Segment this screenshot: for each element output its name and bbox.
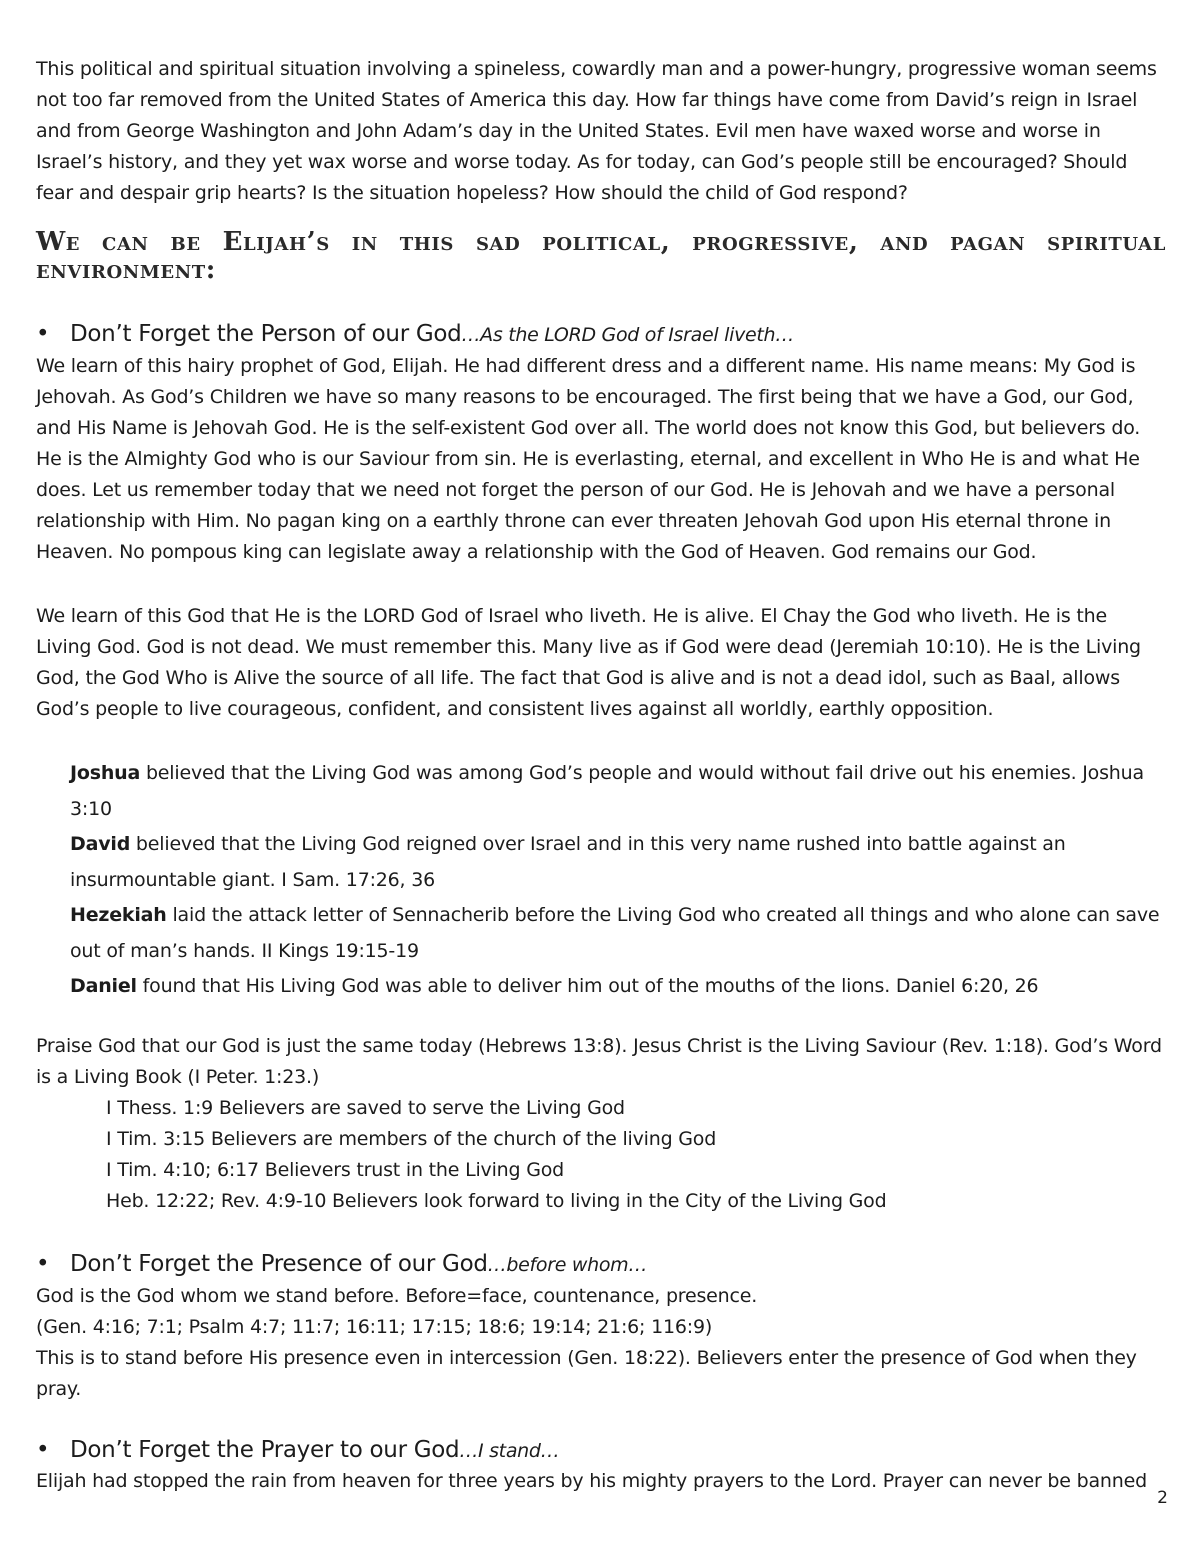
list-item <box>70 827 1160 898</box>
list-item <box>70 756 1160 827</box>
section-title: Don’t Forget the Presence of our God <box>70 1251 488 1277</box>
example-text: believed that the Living God was among God’s people and would without fail drive out his enemies. Joshua 3:10 <box>70 762 1144 820</box>
example-name: Hezekiah <box>70 904 167 926</box>
example-text: laid the attack letter of Sennacherib before the Living God who created all things and who alone can save out of man’s hands. II Kings 19:15-19 <box>70 904 1160 962</box>
presence-line-2: (Gen. 4:16; 7:1; Psalm 4:7; 11:7; 16:11; 17:15; 18:6; 19:14; 21:6; 116:9) <box>36 1316 713 1338</box>
person-paragraph-2: We learn of this God that He is the LORD God of Israel who liveth. He is alive. El Chay the God who liveth. He is the Living God. God is not dead. We must remember this. Many live as if God were dead (Jeremiah 10:10). He is the Living God, the God Who is Alive the source of all life. The fact that God is alive and is not a dead idol, such as Baal, allows God’s people to live courageous, confident, and consistent lives against all worldly, earthly opposition. <box>36 605 1141 720</box>
prayer-line-1: Elijah had stopped the rain from heaven for three years by his mighty prayers to the Lord. Prayer can never be banned <box>36 1470 1147 1492</box>
section-subtitle: …before whom… <box>487 1254 648 1276</box>
section-subtitle: …I stand… <box>459 1440 560 1462</box>
list-item <box>70 969 1160 1005</box>
reference-item: I Thess. 1:9 Believers are saved to serve the Living God <box>106 1097 625 1119</box>
example-name: Daniel <box>70 975 137 997</box>
reference-item: I Tim. 3:15 Believers are members of the church of the living God <box>106 1128 717 1150</box>
example-name: Joshua <box>70 762 141 784</box>
page-number: 2 <box>1157 1488 1168 1508</box>
bullet-icon: • <box>36 1251 50 1277</box>
section-title: Don’t Forget the Prayer to our God <box>70 1437 460 1463</box>
reference-list <box>106 1093 1106 1217</box>
section-prayer-title <box>36 1434 1166 1467</box>
example-text: believed that the Living God reigned over Israel and in this very name rushed into battle against an insurmountable giant. I Sam. 17:26, 36 <box>70 833 1066 891</box>
reference-item: I Tim. 4:10; 6:17 Believers trust in the Living God <box>106 1159 565 1181</box>
section-title: Don’t Forget the Person of our God <box>70 321 462 347</box>
example-text: found that His Living God was able to deliver him out of the mouths of the lions. Daniel 6:20, 26 <box>136 975 1039 997</box>
section-heading: We can be Elijah’s in this sad political, progressive, and pagan spiritual environment: <box>36 227 1166 285</box>
section-person-title <box>36 318 1166 351</box>
section-presence-title <box>36 1248 1166 1281</box>
bullet-icon: • <box>36 1437 50 1463</box>
reference-item: Heb. 12:22; Rev. 4:9-10 Believers look forward to living in the City of the Living God <box>106 1190 887 1212</box>
person-paragraph-3: Praise God that our God is just the same today (Hebrews 13:8). Jesus Christ is the Living Saviour (Rev. 1:18). God’s Word is a Living Book (I Peter. 1:23.) <box>36 1035 1162 1088</box>
bullet-icon: • <box>36 321 50 347</box>
presence-line-1: God is the God whom we stand before. Before=face, countenance, presence. <box>36 1285 758 1307</box>
presence-paragraph: This is to stand before His presence even in intercession (Gen. 18:22). Believers enter the presence of God when they pray. <box>36 1347 1137 1400</box>
intro-paragraph: This political and spiritual situation involving a spineless, cowardly man and a power-hungry, progressive woman seems not too far removed from the United States of America this day. How far things have come from David’s reign in Israel and from George Washington and John Adam’s day in the United States. Evil men have waxed worse and worse in Israel’s history, and they yet wax worse and worse today. As for today, can God’s people still be encouraged? Should fear and despair grip hearts? Is the situation hopeless? How should the child of God respond? <box>36 58 1157 204</box>
person-paragraph-1: We learn of this hairy prophet of God, Elijah. He had different dress and a different name. His name means: My God is Jehovah. As God’s Children we have so many reasons to be encouraged. The first being that we have a God, our God, and His Name is Jehovah God. He is the self-existent God over all. The world does not know this God, but believers do. He is the Almighty God who is our Saviour from sin. He is everlasting, eternal, and excellent in Who He is and what He does. Let us remember today that we need not forget the person of our God. He is Jehovah and we have a personal relationship with Him. No pagan king on a earthly throne can ever threaten Jehovah God upon His eternal throne in Heaven. No pompous king can legislate away a relationship with the God of Heaven. God remains our God. <box>36 355 1141 563</box>
list-item <box>70 898 1160 969</box>
examples-list <box>70 756 1160 1005</box>
example-name: David <box>70 833 131 855</box>
section-subtitle: …As the LORD God of Israel liveth… <box>461 324 795 346</box>
